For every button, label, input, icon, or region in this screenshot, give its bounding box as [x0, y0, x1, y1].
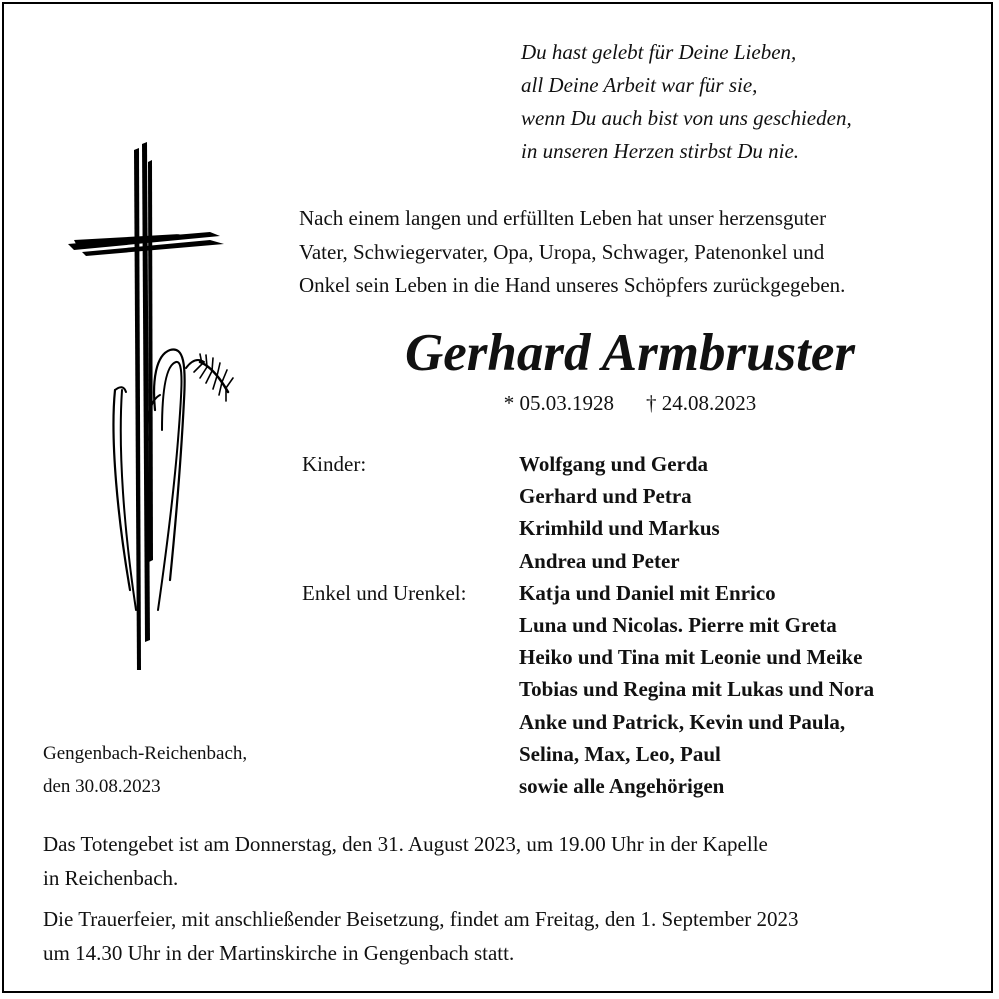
mourner-entry: Katja und Daniel mit Enrico [519, 580, 776, 605]
funeral-line: Die Trauerfeier, mit anschließender Beisetzung, findet am Freitag, den 1. September 2023 [43, 907, 799, 931]
mourner-entry: Andrea und Peter [519, 548, 680, 573]
prayer-line: in Reichenbach. [43, 865, 179, 890]
mourner-entry: Gerhard und Petra [519, 484, 692, 509]
deceased-name: Gerhard Armbruster [404, 324, 856, 382]
poem-line: all Deine Arbeit war für sie, [521, 73, 758, 97]
mourner-entry: Wolfgang und Gerda [519, 452, 709, 476]
mourner-entry: Krimhild und Markus [519, 516, 720, 541]
prayer-line: Das Totengebet ist am Donnerstag, den 31. August 2023, um 19.00 Uhr in der Kapelle [43, 832, 768, 856]
life-dates [300, 388, 960, 418]
intro-line: Nach einem langen und erfüllten Leben hat unser herzensguter [299, 206, 827, 230]
birth-date: * 05.03.1928 [503, 391, 614, 415]
mourner-entry: Selina, Max, Leo, Paul [519, 741, 721, 766]
mourners-list [519, 448, 989, 802]
cross-with-wheat-icon [60, 140, 260, 670]
funeral-info [43, 903, 983, 970]
grandchildren-label: Enkel und Urenkel: [302, 581, 467, 605]
place-and-date [43, 737, 247, 803]
funeral-line: um 14.30 Uhr in der Martinskirche in Gengenbach statt. [43, 940, 515, 965]
prayer-info [43, 828, 983, 895]
mourner-entry: Luna und Nicolas. Pierre mit Greta [519, 613, 837, 638]
children-label: Kinder: [302, 452, 367, 476]
service-details [43, 828, 983, 970]
poem-line: Du hast gelebt für Deine Lieben, [521, 40, 797, 64]
place-date: den 30.08.2023 [43, 776, 161, 797]
death-date: † 24.08.2023 [646, 391, 757, 415]
poem-line: in unseren Herzen stirbst Du nie. [521, 139, 800, 163]
mourner-entry: Tobias und Regina mit Lukas und Nora [519, 677, 875, 702]
mourner-entry: sowie alle Angehörigen [519, 774, 725, 799]
intro-line: Onkel sein Leben in die Hand unseres Schöpfers zurückgegeben. [299, 273, 846, 297]
intro-line: Vater, Schwiegervater, Opa, Uropa, Schwager, Patenonkel und [299, 239, 825, 264]
poem-line: wenn Du auch bist von uns geschieden, [521, 106, 852, 130]
mourner-entry: Heiko und Tina mit Leonie und Meike [519, 645, 863, 670]
intro-text [299, 202, 979, 303]
poem [521, 36, 981, 168]
place-location: Gengenbach-Reichenbach, [43, 743, 248, 764]
mourner-entry: Anke und Patrick, Kevin und Paula, [519, 709, 846, 734]
